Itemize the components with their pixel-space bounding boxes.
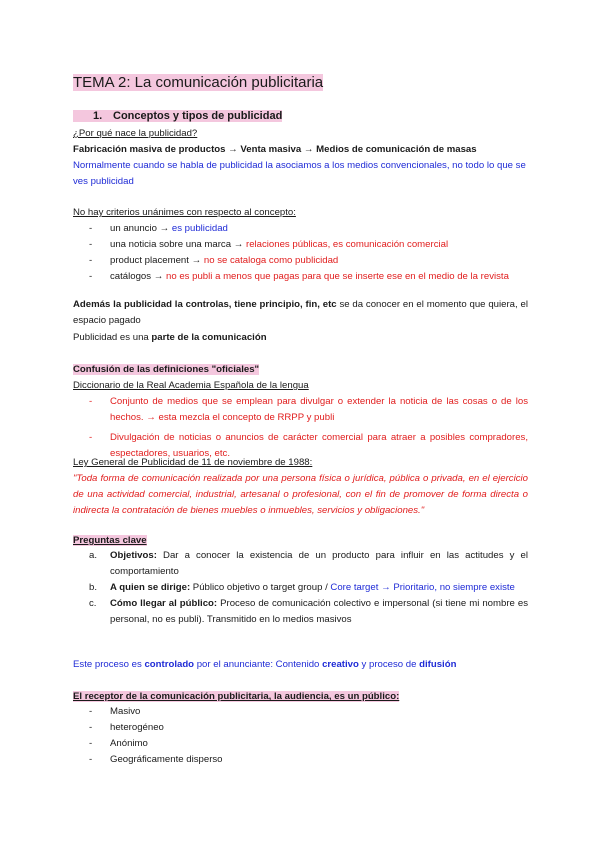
list-item [73,580,528,596]
audience-heading-text: El receptor de la comunicación publicitaria, la audiencia, es un público: [73,691,400,702]
list-item [73,394,528,426]
criteria-item-text: product placement → [110,255,204,266]
criteria-item-verdict: relaciones públicas, es comunicación comercial [246,239,449,250]
process-bold: controlado [144,659,195,670]
confusion-heading [73,362,528,378]
list-marker: - [89,239,93,250]
question-text: Proceso de comunicación colectivo e impersonal (si tiene mi nombre es personal, no es publi). Transmitido en lo medios masivos [110,598,529,625]
question-note: Core target → Prioritario, no siempre existe [330,582,515,593]
section-heading-highlight [73,110,282,122]
audience-list [73,704,528,768]
question-label: Objetivos: [110,550,157,561]
control-paragraph [73,297,528,329]
media-note: Normalmente cuando se habla de publicidad la asociamos a los medios convencionales, no todo lo que se ves publicidad [73,160,526,187]
audience-trait: Geográficamente disperso [110,754,223,765]
questions-heading-text: Preguntas clave [73,535,147,546]
list-item [73,269,528,285]
list-marker: - [89,432,93,443]
criteria-item-verdict: no es publi a menos que pagas para que se inserte ese en el medio de la revista [166,271,509,282]
criteria-item-text: una noticia sobre una marca → [110,239,246,250]
criteria-item-text: catálogos → [110,271,166,282]
process-paragraph [73,657,528,673]
list-item [73,221,528,237]
question-label: Cómo llegar al público: [110,598,218,609]
questions-list [73,548,528,628]
dictionary-list [73,394,528,462]
page-title [73,74,528,92]
criteria-heading: No hay criterios unánimes con respecto al concepto: [73,207,296,218]
dictionary-definition: Conjunto de medios que se emplean para divulgar o extender la noticia de las cosas o de los hechos. → esta mezcla el concepto de RRPP y publi [110,396,528,423]
why-question: ¿Por qué nace la publicidad? [73,128,198,139]
list-marker: - [89,754,93,765]
criteria-list [73,221,528,285]
process-text: Este proceso es [73,659,145,670]
audience-heading [73,689,528,705]
question-label: A quien se dirige: [110,582,191,593]
control-rest: se da conocer en el momento que quiera, el espacio pagado [73,299,528,326]
list-marker: c. [89,598,97,609]
list-item [73,752,528,768]
page-title-text: TEMA 2: La comunicación publicitaria [73,74,324,91]
list-marker: - [89,271,93,282]
control-bold: Además la publicidad la controlas, tiene principio, fin, etc [73,299,337,310]
list-marker: - [89,223,93,234]
list-marker: - [89,706,93,717]
part-bold: parte de la comunicación [151,332,267,343]
list-item [73,548,528,580]
part-paragraph [73,330,528,346]
list-marker: - [89,396,93,407]
questions-heading [73,533,528,549]
list-marker: - [89,722,93,733]
list-marker: a. [89,550,98,561]
dictionary-heading: Diccionario de la Real Academia Española de la lengua [73,380,309,391]
process-text: y proceso de [358,659,420,670]
list-item [73,736,528,752]
list-item [73,237,528,253]
list-marker: - [89,738,93,749]
section-title: Conceptos y tipos de publicidad [113,110,283,122]
law-quote: "Toda forma de comunicación realizada por una persona física o jurídica, pública o privada, en el ejercicio de una actividad comercial, industrial, artesanal o profesional, con el fin de promover de forma directa o indirecta la contratación de bienes muebles o inmuebles, servicios y obligaciones." [73,473,528,516]
audience-trait: heterogéneo [110,722,164,733]
list-item [73,596,528,628]
criteria-item-verdict: no se cataloga como publicidad [203,255,339,266]
list-marker: b. [89,582,98,593]
law-heading: Ley General de Publicidad de 11 de noviembre de 1988: [73,457,313,468]
confusion-heading-text: Confusión de las definiciones "oficiales" [73,364,260,375]
production-chain: Fabricación masiva de productos → Venta masiva → Medios de comunicación de masas [73,144,477,155]
section-heading [73,108,528,124]
dictionary-definition: Divulgación de noticias o anuncios de carácter comercial para atraer a posibles compradores, espectadores, usuarios, etc. [110,432,528,459]
list-item [73,720,528,736]
list-marker: - [89,255,93,266]
criteria-item-verdict: es publicidad [171,223,228,234]
process-text: por el anunciante: Contenido [194,659,323,670]
audience-trait: Anónimo [110,738,148,749]
question-text: Público objetivo o target group / [190,582,331,593]
criteria-item-text: un anuncio → [110,223,172,234]
part-pre: Publicidad es una [73,332,152,343]
question-text: Dar a conocer la existencia de un producto para influir en las actitudes y el comportamiento [110,550,528,577]
list-item [73,253,528,269]
audience-trait: Masivo [110,706,141,717]
list-item [73,704,528,720]
section-number: 1. [93,110,103,122]
process-bold: creativo [322,659,359,670]
process-bold: difusión [419,659,457,670]
